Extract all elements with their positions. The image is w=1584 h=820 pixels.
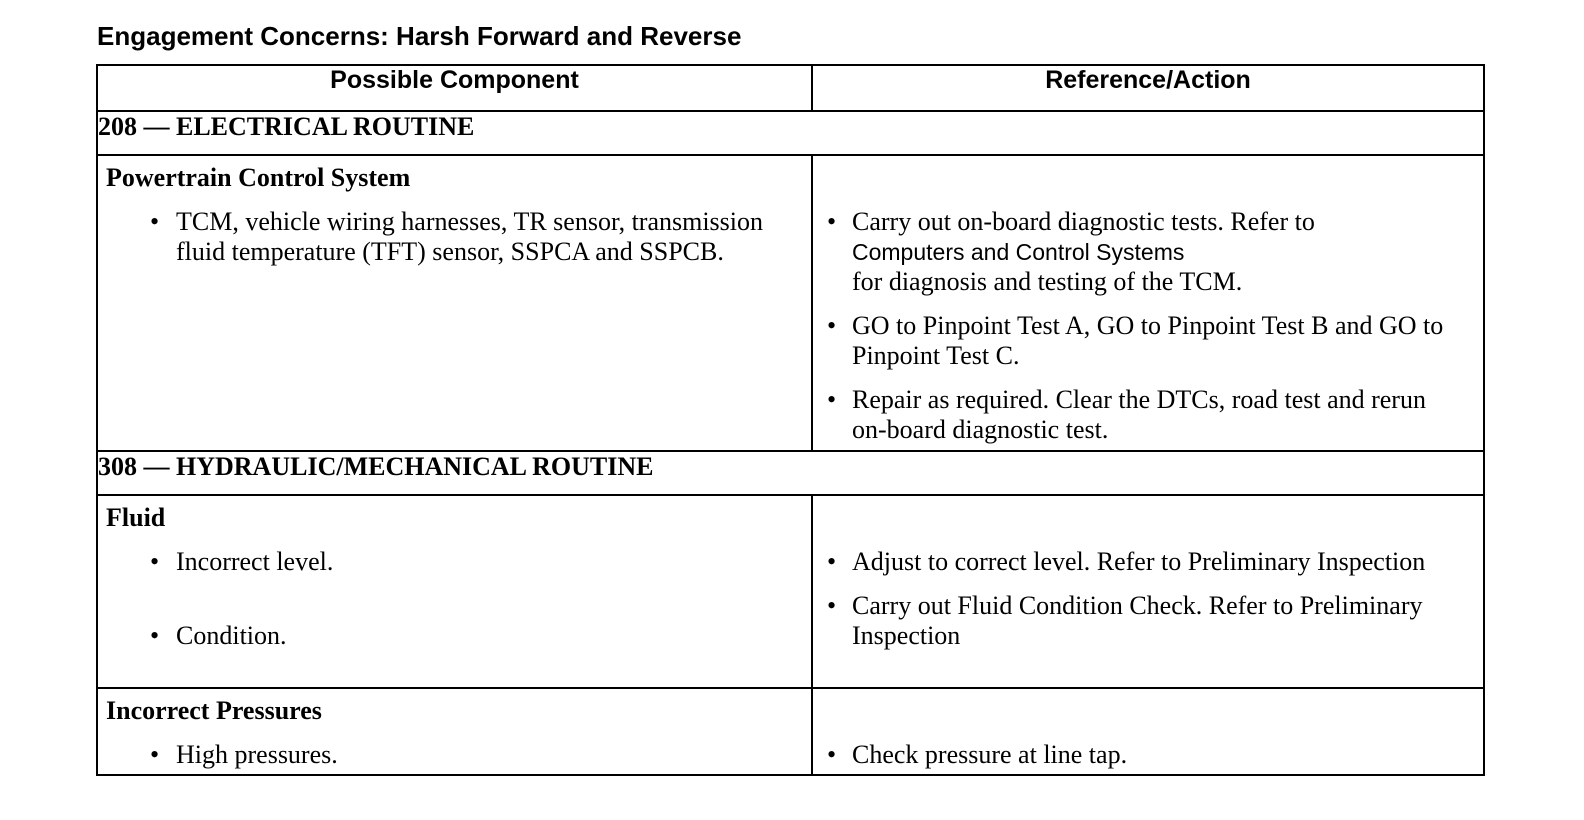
action-text: GO to Pinpoint Test A, GO to Pinpoint Test B and GO to Pinpoint Test C. [852, 311, 1444, 370]
category-fluid: Fluid [106, 503, 166, 532]
header-row [97, 65, 1484, 111]
bullet-icon: • [827, 740, 837, 769]
header-possible-component: Possible Component [97, 65, 812, 111]
action-item [813, 311, 1483, 371]
action-item [813, 207, 1483, 297]
action-text: Repair as required. Clear the DTCs, road test and rerun on-board diagnostic test. [852, 385, 1426, 444]
action-item [813, 740, 1483, 770]
action-text: Carry out Fluid Condition Check. Refer to Preliminary Inspection [852, 591, 1423, 650]
table-row [97, 688, 1484, 775]
bullet-icon: • [827, 385, 837, 414]
header-reference-action: Reference/Action [812, 65, 1484, 111]
component-item [98, 207, 811, 267]
bullet-icon: • [827, 207, 837, 236]
action-cell [812, 155, 1484, 451]
component-text: Condition. [176, 621, 287, 650]
action-cell [812, 688, 1484, 775]
component-text: High pressures. [176, 740, 338, 769]
action-text: for diagnosis and testing of the TCM. [852, 267, 1243, 296]
page-title: Engagement Concerns: Harsh Forward and Reverse [97, 21, 742, 51]
bullet-icon: • [827, 311, 837, 340]
category-powertrain-control-system: Powertrain Control System [106, 163, 411, 192]
bullet-icon: • [150, 547, 160, 576]
bullet-icon: • [827, 547, 837, 576]
component-item [98, 621, 811, 651]
component-cell [97, 495, 812, 688]
action-text: Check pressure at line tap. [852, 740, 1128, 769]
action-cell [812, 495, 1484, 688]
bullet-icon: • [827, 591, 837, 620]
category-incorrect-pressures: Incorrect Pressures [106, 696, 322, 725]
component-text: TCM, vehicle wiring harnesses, TR sensor, transmission fluid temperature (TFT) sensor, SSPCA and SSPCB. [176, 207, 764, 266]
component-item [98, 740, 811, 770]
component-text: Incorrect level. [176, 547, 334, 576]
component-cell [97, 155, 812, 451]
routine-row [97, 451, 1484, 495]
routine-heading-hydraulic-mechanical: 308 — HYDRAULIC/MECHANICAL ROUTINE [97, 451, 1484, 495]
diagnostic-table [96, 64, 1485, 776]
bullet-icon: • [150, 621, 160, 650]
action-text: Carry out on-board diagnostic tests. Refer to [852, 207, 1315, 236]
action-item [813, 547, 1483, 577]
routine-heading-electrical: 208 — ELECTRICAL ROUTINE [97, 111, 1484, 155]
table-row [97, 155, 1484, 451]
component-item [98, 547, 811, 607]
table-row [97, 495, 1484, 688]
routine-row [97, 111, 1484, 155]
component-cell [97, 688, 812, 775]
action-item [813, 385, 1483, 445]
action-item [813, 591, 1483, 651]
bullet-icon: • [150, 740, 160, 769]
reference-link-computers-and-control-systems[interactable]: Computers and Control Systems [852, 239, 1185, 265]
action-text: Adjust to correct level. Refer to Preliminary Inspection [852, 547, 1426, 576]
bullet-icon: • [150, 207, 160, 236]
